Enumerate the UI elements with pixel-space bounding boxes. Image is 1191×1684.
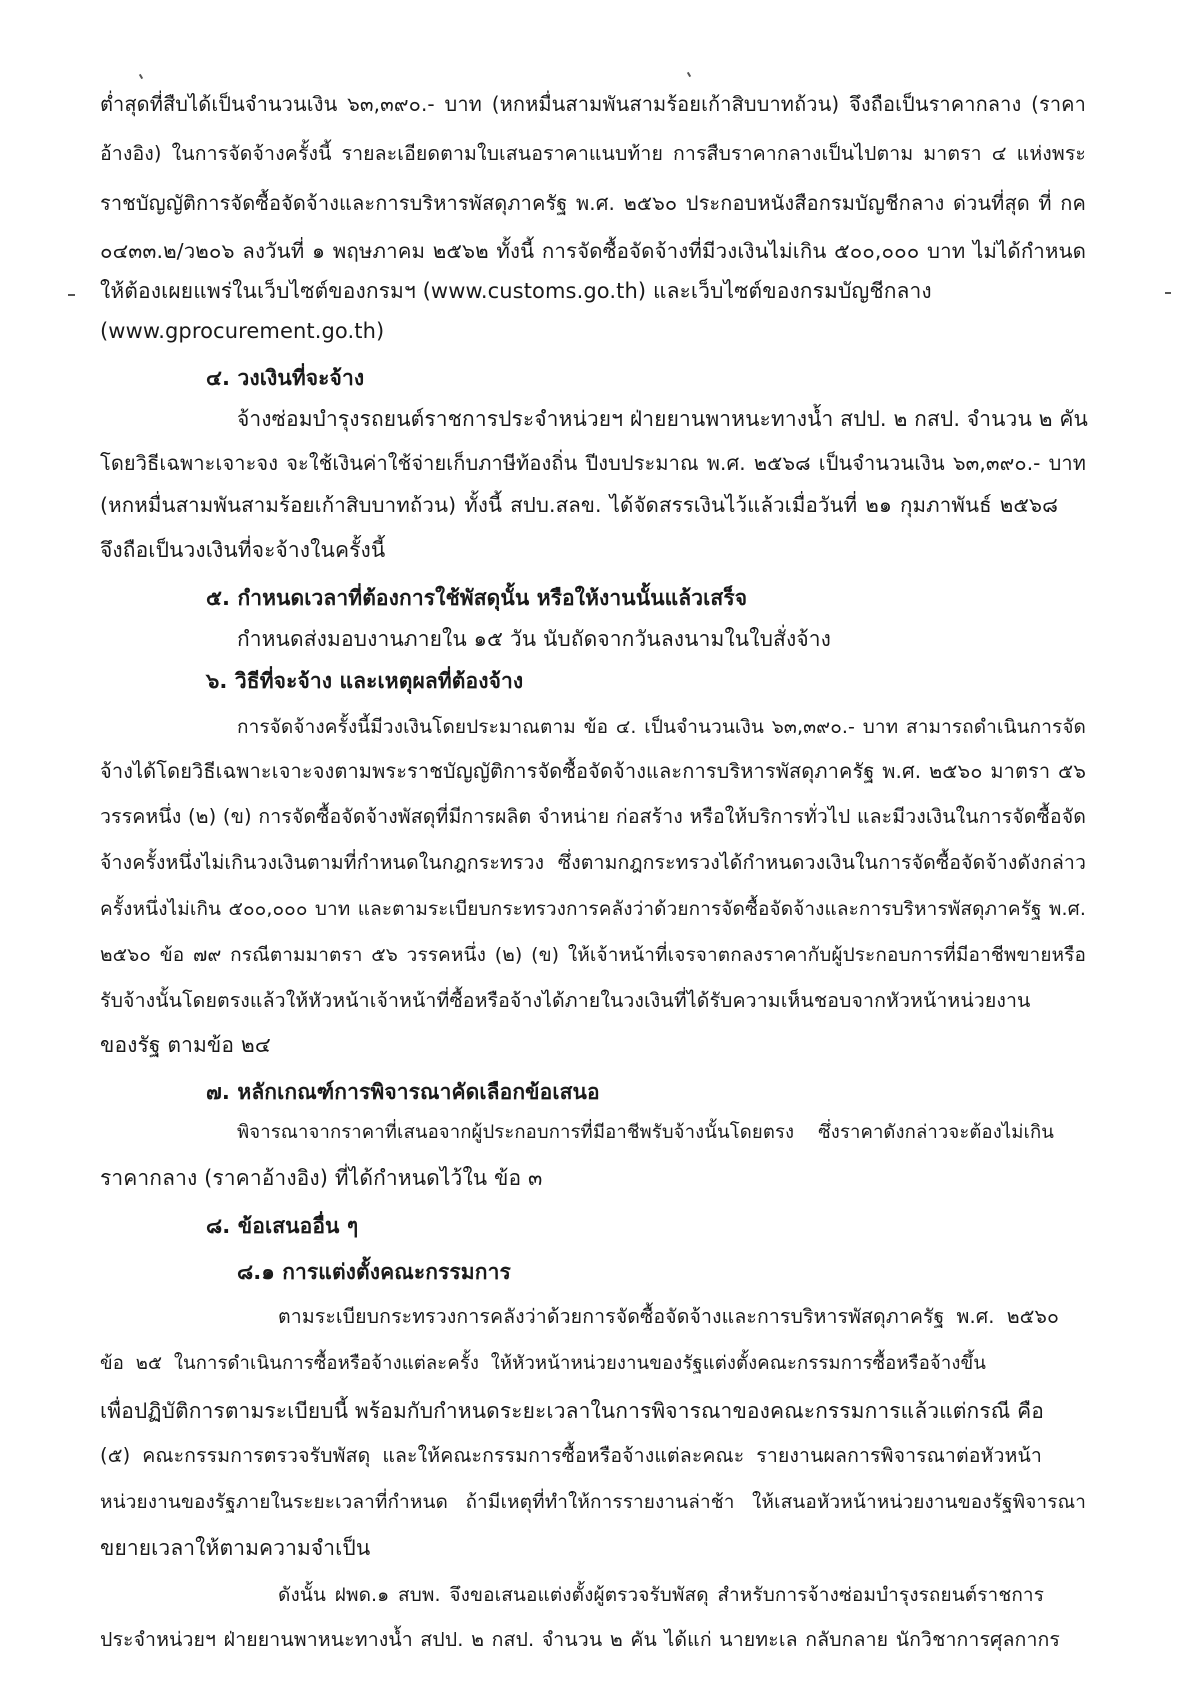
section-heading-4: ๔. วงเงินที่จะจ้าง	[206, 366, 365, 390]
url-line: (www.gprocurement.go.th)	[100, 319, 385, 343]
paragraph-line: ตามระเบียบกระทรวงการคลังว่าด้วยการจัดซื้อจัดจ้างและการบริหารพัสดุภาครัฐ พ.ศ. ๒๕๖๐	[278, 1305, 1059, 1328]
paragraph-line: โดยวิธีเฉพาะเจาะจง จะใช้เงินค่าใช้จ่ายเก็บภาษีท้องถิ่น ปีงบประมาณ พ.ศ. ๒๕๖๘ เป็นจำนวนเงิน ๖๓,๓๙๐.- บาท	[100, 451, 1086, 475]
paragraph-line: จึงถือเป็นวงเงินที่จะจ้างในครั้งนี้	[100, 538, 386, 562]
section-heading-8: ๘. ข้อเสนออื่น ๆ	[206, 1214, 359, 1238]
paragraph-line: ประจำหน่วยฯ ฝ่ายยานพาหนะทางน้ำ สปป. ๒ กสป. จำนวน ๒ คัน ได้แก่ นายทะเล กลับกลาย นักวิชาการศุลกากร	[100, 1628, 1060, 1651]
paragraph-line: ข้อ ๒๕ ในการดำเนินการซื้อหรือจ้างแต่ละครั้ง ให้หัวหน้าหน่วยงานของรัฐแต่งตั้งคณะกรรมการซื้อหรือจ้างขึ้น	[100, 1353, 986, 1374]
paragraph-line: รับจ้างนั้นโดยตรงแล้วให้หัวหน้าเจ้าหน้าที่ซื้อหรือจ้างได้ภายในวงเงินที่ได้รับความเห็นชอบจากหัวหน้าหน่วยงาน	[100, 989, 1031, 1012]
paragraph-line: ราคากลาง (ราคาอ้างอิง) ที่ได้กำหนดไว้ใน ข้อ ๓	[100, 1166, 543, 1190]
section-heading-5: ๕. กำหนดเวลาที่ต้องการใช้พัสดุนั้น หรือให้งานนั้นแล้วเสร็จ	[206, 586, 748, 610]
paragraph-line: ราชบัญญัติการจัดซื้อจัดจ้างและการบริหารพัสดุภาครัฐ พ.ศ. ๒๕๖๐ ประกอบหนังสือกรมบัญชีกลาง ด่วนที่สุด ที่ กค	[100, 191, 1086, 215]
paragraph-line: ต่ำสุดที่สืบได้เป็นจำนวนเงิน ๖๓,๓๙๐.- บาท (หกหมื่นสามพันสามร้อยเก้าสิบบาทถ้วน) จึงถือเป็นราคากลาง (ราคา	[100, 92, 1086, 116]
paragraph-line: ของรัฐ ตามข้อ ๒๔	[100, 1033, 271, 1057]
paragraph-line: (๕) คณะกรรมการตรวจรับพัสดุ และให้คณะกรรมการซื้อหรือจ้างแต่ละคณะ รายงานผลการพิจารณาต่อหัวหน้า	[100, 1444, 1042, 1467]
paragraph-line: เพื่อปฏิบัติการตามระเบียบนี้ พร้อมกับกำหนดระยะเวลาในการพิจารณาของคณะกรรมการแล้วแต่กรณี คือ	[100, 1399, 1044, 1423]
section-heading-6: ๖. วิธีที่จะจ้าง และเหตุผลที่ต้องจ้าง	[206, 669, 524, 693]
subsection-heading-8-1: ๘.๑ การแต่งตั้งคณะกรรมการ	[237, 1260, 511, 1284]
paragraph-line: จ้างครั้งหนึ่งไม่เกินวงเงินตามที่กำหนดในกฎกระทรวง ซึ่งตามกฎกระทรวงได้กำหนดวงเงินในการจัดซื้อจัดจ้างดังกล่าว	[100, 851, 1086, 874]
paragraph-line: กำหนดส่งมอบงานภายใน ๑๕ วัน นับถัดจากวันลงนามในใบสั่งจ้าง	[237, 627, 831, 651]
paragraph-line: อ้างอิง) ในการจัดจ้างครั้งนี้ รายละเอียดตามใบเสนอราคาแนบท้าย การสืบราคากลางเป็นไปตาม มาตรา ๔ แห่งพระ	[100, 142, 1086, 165]
paragraph-line: จ้างซ่อมบำรุงรถยนต์ราชการประจำหน่วยฯ ฝ่ายยานพาหนะทางน้ำ สปป. ๒ กสป. จำนวน ๒ คัน	[237, 407, 1088, 431]
paragraph-line: จ้างได้โดยวิธีเฉพาะเจาะจงตามพระราชบัญญัติการจัดซื้อจัดจ้างและการบริหารพัสดุภาครัฐ พ.ศ. ๒๕๖๐ มาตรา ๕๖	[100, 759, 1086, 783]
paragraph-line: ครั้งหนึ่งไม่เกิน ๕๐๐,๐๐๐ บาท และตามระเบียบกระทรวงการคลังว่าด้วยการจัดซื้อจัดจ้างและการบริหารพัสดุภาครัฐ พ.ศ.	[100, 898, 1086, 920]
scan-speck	[687, 72, 691, 77]
section-heading-7: ๗. หลักเกณฑ์การพิจารณาคัดเลือกข้อเสนอ	[206, 1080, 600, 1104]
paragraph-line: ดังนั้น ฝพด.๑ สบพ. จึงขอเสนอแต่งตั้งผู้ตรวจรับพัสดุ สำหรับการจ้างซ่อมบำรุงรถยนต์ราชการ	[278, 1584, 1044, 1606]
paragraph-line: พิจารณาจากราคาที่เสนอจากผู้ประกอบการที่มีอาชีพรับจ้างนั้นโดยตรง ซึ่งราคาดังกล่าวจะต้องไม่เกิน	[237, 1122, 1054, 1143]
paragraph-line: การจัดจ้างครั้งนี้มีวงเงินโดยประมาณตาม ข้อ ๔. เป็นจำนวนเงิน ๖๓,๓๙๐.- บาท สามารถดำเนินการจัด	[237, 716, 1086, 738]
paragraph-line: หน่วยงานของรัฐภายในระยะเวลาที่กำหนด ถ้ามีเหตุที่ทำให้การรายงานล่าช้า ให้เสนอหัวหน้าหน่วยงานของรัฐพิจารณา	[100, 1491, 1086, 1513]
paragraph-line: วรรคหนึ่ง (๒) (ข) การจัดซื้อจัดจ้างพัสดุที่มีการผลิต จำหน่าย ก่อสร้าง หรือให้บริการทั่วไป และมีวงเงินในการจัดซื้อจัด	[100, 805, 1086, 828]
paragraph-line: ๐๔๓๓.๒/ว๒๐๖ ลงวันที่ ๑ พฤษภาคม ๒๕๖๒ ทั้งนี้ การจัดซื้อจัดจ้างที่มีวงเงินไม่เกิน ๕๐๐,๐๐๐ บาท ไม่ได้กำหนด	[100, 239, 1086, 263]
scan-speck	[1165, 292, 1171, 294]
paragraph-line: ๒๕๖๐ ข้อ ๗๙ กรณีตามมาตรา ๕๖ วรรคหนึ่ง (๒) (ข) ให้เจ้าหน้าที่เจรจาตกลงราคากับผู้ประกอบการที่มีอาชีพขายหรือ	[100, 944, 1086, 966]
paragraph-line: ให้ต้องเผยแพร่ในเว็บไซต์ของกรมฯ (www.customs.go.th) และเว็บไซต์ของกรมบัญชีกลาง	[100, 279, 932, 303]
scan-speck	[139, 74, 143, 79]
paragraph-line: ขยายเวลาให้ตามความจำเป็น	[100, 1536, 371, 1560]
paragraph-line: (หกหมื่นสามพันสามร้อยเก้าสิบบาทถ้วน) ทั้งนี้ สปบ.สลข. ได้จัดสรรเงินไว้แล้วเมื่อวันที่ ๒๑ กุมภาพันธ์ ๒๕๖๘	[100, 493, 1058, 517]
scan-speck	[68, 294, 75, 296]
